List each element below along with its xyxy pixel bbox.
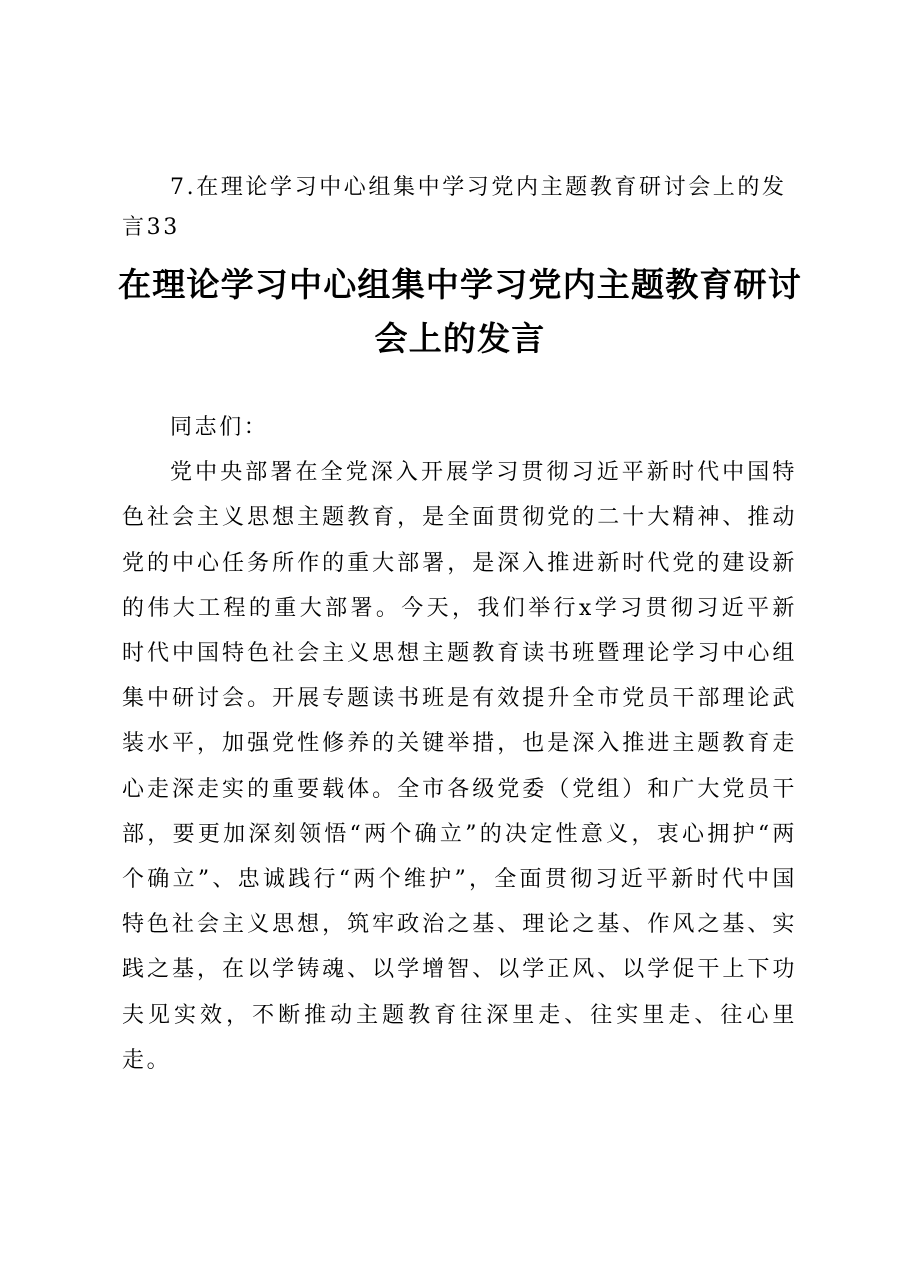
salutation: 同志们：: [170, 415, 269, 440]
toc-entry: 7.在理论学习中心组集中学习党内主题教育研讨会上的发言33: [122, 175, 787, 240]
document-title: 在理论学习中心组集中学习党内主题教育研讨会上的发言: [118, 265, 802, 358]
document-body: [122, 405, 797, 1083]
body-paragraph: 党中央部署在全党深入开展学习贯彻习近平新时代中国特色社会主义思想主题教育，是全面贯彻党的二十大精神、推动党的中心任务所作的重大部署，是深入推进新时代党的建设新的伟大工程的重大部署。今天，我们举行x学习贯彻习近平新时代中国特色社会主义思想主题教育读书班暨理论学习中心组集中研讨会。开展专题读书班是有效提升全市党员干部理论武装水平，加强党性修养的关键举措，也是深入推进主题教育走心走深走实的重要载体。全市各级党委（党组）和广大党员干部，要更加深刻领悟“两个确立”的决定性意义，衷心拥护“两个确立”、忠诚践行“两个维护”，全面贯彻习近平新时代中国特色社会主义思想，筑牢政治之基、理论之基、作风之基、实践之基，在以学铸魂、以学增智、以学正风、以学促干上下功夫见实效，不断推动主题教育往深里走、往实里走、往心里走。: [122, 460, 797, 1073]
